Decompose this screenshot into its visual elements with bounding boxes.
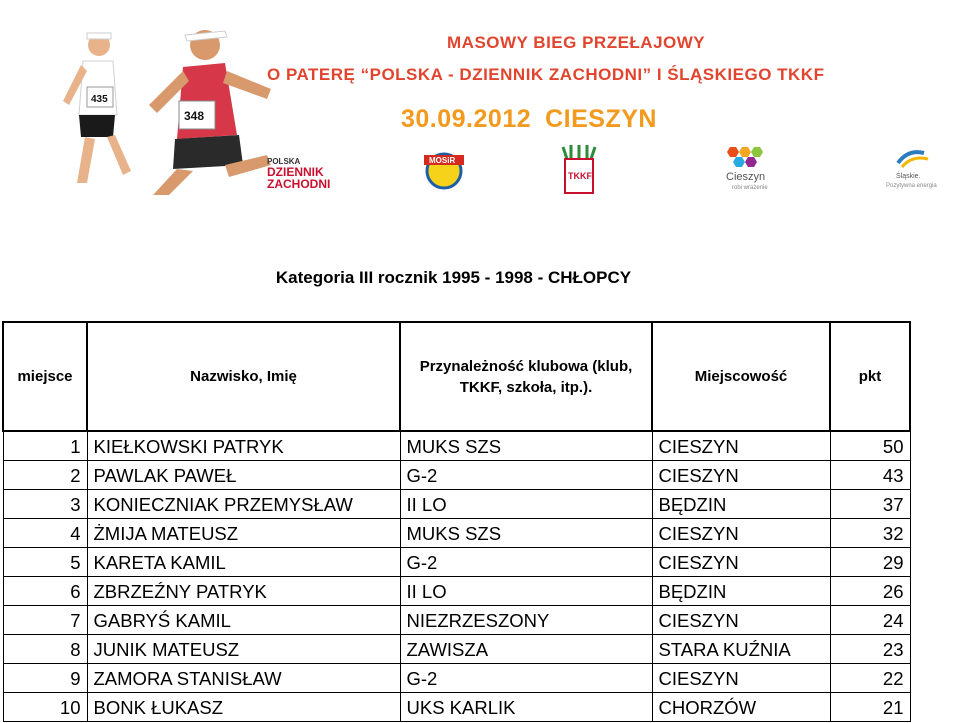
cell-city: CIESZYN (652, 606, 830, 635)
logo-tkkf-label: TKKF (568, 171, 592, 181)
logo-dziennik-line3: ZACHODNI (267, 177, 331, 191)
cell-city: CIESZYN (652, 664, 830, 693)
cell-city: BĘDZIN (652, 577, 830, 606)
cell-city: STARA KUŹNIA (652, 635, 830, 664)
table-row (3, 431, 910, 461)
cell-points: 43 (830, 461, 910, 490)
cell-points: 29 (830, 548, 910, 577)
cell-city: CIESZYN (652, 519, 830, 548)
cieszyn-hexagons-icon (724, 145, 774, 169)
cell-city: CIESZYN (652, 461, 830, 490)
cell-place: 2 (3, 461, 87, 490)
cell-points: 32 (830, 519, 910, 548)
cell-name: JUNIK MATEUSZ (87, 635, 400, 664)
runners-illustration (57, 5, 287, 195)
logo-cieszyn (724, 145, 784, 195)
banner-title-line2: O PATERĘ “POLSKA - DZIENNIK ZACHODNI” I ŚLĄSKIEGO TKKF (267, 65, 825, 84)
logo-mosir-label: MOSiR (429, 156, 456, 165)
cell-club: NIEZRZESZONY (400, 606, 652, 635)
cell-place: 6 (3, 577, 87, 606)
logo-slaskie-tagline: Pozytywna energia (886, 183, 937, 189)
results-table-body (3, 431, 910, 722)
results-table (2, 321, 911, 722)
table-row (3, 461, 910, 490)
cell-city: BĘDZIN (652, 490, 830, 519)
category-title: Kategoria III rocznik 1995 - 1998 - CHŁOPCY (275, 268, 632, 287)
cell-points: 50 (830, 431, 910, 461)
cell-points: 37 (830, 490, 910, 519)
cell-name: KONIECZNIAK PRZEMYSŁAW (87, 490, 400, 519)
cell-place: 4 (3, 519, 87, 548)
mosir-badge-icon (422, 145, 466, 191)
header-city: Miejscowość (652, 322, 830, 431)
cell-club: G-2 (400, 664, 652, 693)
cell-club: G-2 (400, 461, 652, 490)
table-row (3, 635, 910, 664)
cell-name: KIEŁKOWSKI PATRYK (87, 431, 400, 461)
table-row (3, 693, 910, 722)
banner-city: CIESZYN (545, 105, 657, 133)
cell-name: ZBRZEŹNY PATRYK (87, 577, 400, 606)
banner-title-line1: MASOWY BIEG PRZEŁAJOWY (447, 33, 706, 52)
cell-club: II LO (400, 577, 652, 606)
cell-points: 21 (830, 693, 910, 722)
table-row (3, 664, 910, 693)
cell-club: MUKS SZS (400, 431, 652, 461)
slaskie-waves-icon (894, 145, 934, 171)
cell-points: 23 (830, 635, 910, 664)
cell-place: 1 (3, 431, 87, 461)
table-row (3, 577, 910, 606)
cell-city: CIESZYN (652, 548, 830, 577)
cell-place: 9 (3, 664, 87, 693)
cell-points: 26 (830, 577, 910, 606)
table-row (3, 606, 910, 635)
header-place: miejsce (3, 322, 87, 431)
cell-name: PAWLAK PAWEŁ (87, 461, 400, 490)
table-row (3, 490, 910, 519)
header-points: pkt (830, 322, 910, 431)
cell-name: GABRYŚ KAMIL (87, 606, 400, 635)
tkkf-emblem-icon (557, 145, 601, 195)
cell-city: CHORZÓW (652, 693, 830, 722)
cell-place: 3 (3, 490, 87, 519)
cell-club: MUKS SZS (400, 519, 652, 548)
event-banner (57, 5, 957, 195)
cell-place: 7 (3, 606, 87, 635)
cell-club: UKS KARLIK (400, 693, 652, 722)
logo-dziennik-line2: DZIENNIK (267, 165, 324, 179)
table-header-row (3, 322, 910, 431)
runner-back-number: 435 (91, 94, 108, 105)
banner-date: 30.09.2012 (401, 105, 532, 133)
header-club-line2: TKKF, szkoła, itp.). (459, 378, 593, 396)
cell-name: KARETA KAMIL (87, 548, 400, 577)
header-name: Nazwisko, Imię (87, 322, 400, 431)
header-club-line1: Przynależność klubowa (klub, (419, 357, 633, 375)
banner-date-city (401, 105, 657, 134)
logo-dziennik-zachodni (267, 145, 347, 191)
results-table-header (3, 322, 910, 431)
logo-dziennik-line1: POLSKA (267, 157, 301, 166)
cell-name: ŻMIJA MATEUSZ (87, 519, 400, 548)
cell-place: 8 (3, 635, 87, 664)
cell-place: 10 (3, 693, 87, 722)
cell-name: BONK ŁUKASZ (87, 693, 400, 722)
cell-club: G-2 (400, 548, 652, 577)
logo-cieszyn-tagline: robi wrażenie (732, 185, 768, 191)
cell-name: ZAMORA STANISŁAW (87, 664, 400, 693)
header-club (400, 322, 652, 431)
logo-tkkf (557, 145, 601, 195)
logo-slaskie-label: Śląskie. (896, 173, 921, 180)
cell-points: 22 (830, 664, 910, 693)
logo-mosir (422, 145, 466, 191)
cell-place: 5 (3, 548, 87, 577)
cell-points: 24 (830, 606, 910, 635)
table-row (3, 519, 910, 548)
logo-slaskie (882, 145, 952, 195)
cell-club: ZAWISZA (400, 635, 652, 664)
runner-front-number: 348 (184, 109, 205, 123)
table-row (3, 548, 910, 577)
cell-city: CIESZYN (652, 431, 830, 461)
logo-cieszyn-label: Cieszyn (726, 171, 766, 183)
cell-club: II LO (400, 490, 652, 519)
sponsor-logos (262, 145, 952, 195)
